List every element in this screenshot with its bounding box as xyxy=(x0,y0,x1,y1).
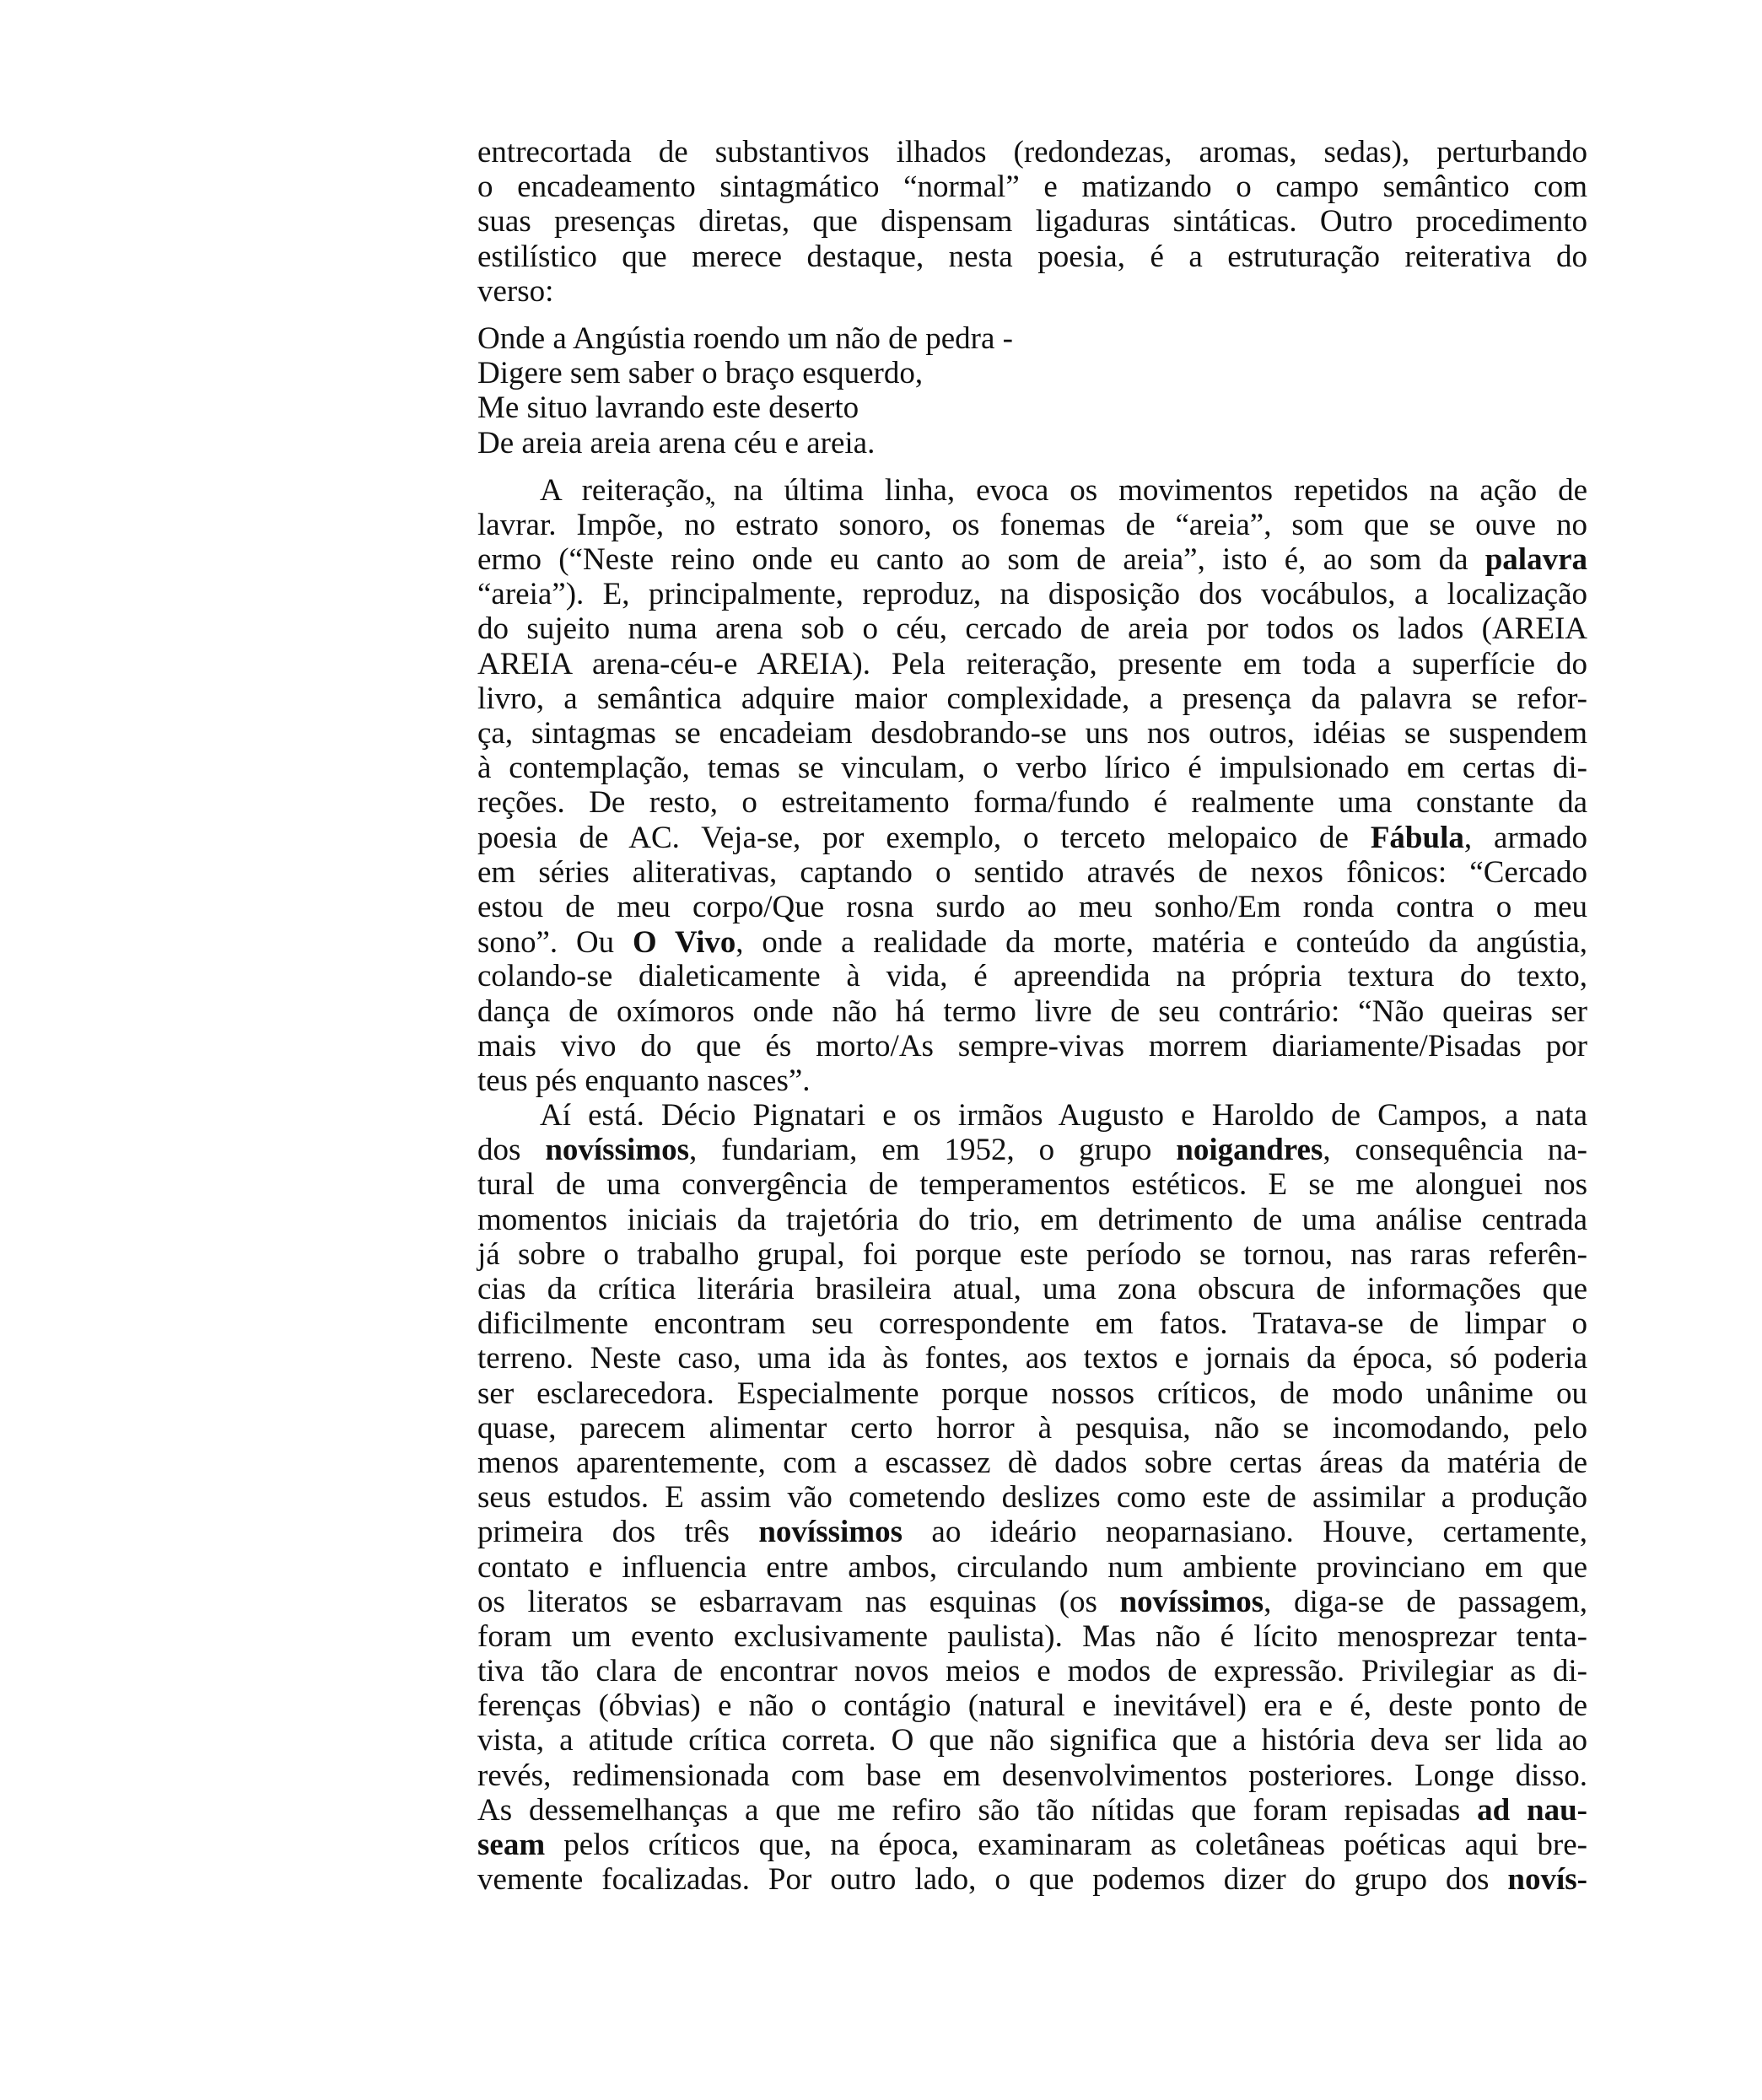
bold-term: novíssimos xyxy=(545,1133,689,1168)
text-line: do sujeito numa arena sob o céu, cercado de areia por todos os lados (AREIA xyxy=(477,611,1587,647)
text-line: já sobre o trabalho grupal, foi porque este período se tornou, nas raras referên- xyxy=(477,1236,1587,1272)
bold-term: novís- xyxy=(1507,1862,1587,1898)
text-line: vista, a atitude crítica correta. O que não significa que a história deva ser lida ao xyxy=(477,1723,1587,1758)
bold-term: palavra xyxy=(1484,542,1587,578)
text-run: os literatos se esbarravam nas esquinas (os xyxy=(477,1584,1120,1619)
text-line: estou de meu corpo/Que rosna surdo ao meu sonho/Em ronda contra o meu xyxy=(477,889,1587,924)
poem-quote xyxy=(477,321,1587,460)
poem-line: Digere sem saber o braço esquerdo, xyxy=(477,356,924,391)
text-line: ça, sintagmas se encadeiam desdobrando-se uns nos outros, idéias se suspendem xyxy=(477,716,1587,751)
text-line xyxy=(477,542,1587,577)
text-line xyxy=(477,1862,1587,1897)
text-run: ermo (“Neste reino onde eu canto ao som de areia”, isto é, ao som da xyxy=(477,542,1485,578)
text-line xyxy=(477,1793,1587,1828)
text-line: menos aparentemente, com a escassez dè dados sobre certas áreas da matéria de xyxy=(477,1445,1587,1480)
text-line: ser esclarecedora. Especialmente porque nossos críticos, de modo unânime ou xyxy=(477,1376,1587,1411)
text-line: A reiteração,̦ na última linha, evoca os movimentos repetidos na ação de xyxy=(540,472,1587,508)
text-run: , fundariam, em 1952, o grupo xyxy=(688,1133,1177,1168)
text-run: ao ideário neoparnasiano. Houve, certamente, xyxy=(903,1515,1587,1550)
text-line: colando-se dialeticamente à vida, é apreendida na própria textura do texto, xyxy=(477,959,1587,994)
text-run: dos xyxy=(477,1133,546,1168)
text-line xyxy=(477,1133,1587,1167)
bold-term: novíssimos xyxy=(758,1515,903,1550)
text-line: momentos iniciais da trajetória do trio, em detrimento de uma análise centrada xyxy=(477,1202,1587,1237)
text-line: AREIA arena-céu-e AREIA). Pela reiteração, presente em toda a superfície do xyxy=(477,646,1587,681)
text-line: dificilmente encontram seu correspondente em fatos. Tratava-se de limpar o xyxy=(477,1306,1587,1342)
text-line: à contemplação, temas se vinculam, o verbo lírico é impulsionado em certas di- xyxy=(477,751,1587,786)
text-line: em séries aliterativas, captando o sentido através de nexos fônicos: “Cercado xyxy=(477,854,1587,890)
text-line: terreno. Neste caso, uma ida às fontes, aos textos e jornais da época, só poderia xyxy=(477,1341,1587,1376)
text-line: o encadeamento sintagmático “normal” e matizando o campo semântico com xyxy=(477,170,1587,205)
text-line xyxy=(477,821,1587,855)
bold-term: novíssimos xyxy=(1119,1584,1264,1619)
text-line xyxy=(477,924,1587,959)
bold-term: O Vivo xyxy=(633,924,736,960)
text-line: verso: xyxy=(477,273,554,309)
page-text xyxy=(477,135,1587,1897)
poem-line: De areia areia arena céu e areia. xyxy=(477,425,876,460)
paragraph-2 xyxy=(477,473,1587,1098)
bold-term: noigandres xyxy=(1176,1133,1323,1168)
text-line: entrecortada de substantivos ilhados (redondezas, aromas, sedas), perturbando xyxy=(477,135,1587,170)
text-run: , armado xyxy=(1463,820,1587,855)
text-line: seus estudos. E assim vão cometendo deslizes como este de assimilar a produção xyxy=(477,1480,1587,1516)
text-line: mais vivo do que és morto/As sempre-vivas morrem diariamente/Pisadas por xyxy=(477,1028,1587,1063)
text-line: lavrar. Impõe, no estrato sonoro, os fonemas de “areia”, som que se ouve no xyxy=(477,507,1587,542)
text-line xyxy=(477,1828,1587,1862)
text-line: quase, parecem alimentar certo horror à pesquisa, não se incomodando, pelo xyxy=(477,1410,1587,1446)
text-line: livro, a semântica adquire maior complexidade, a presença da palavra se refor- xyxy=(477,681,1587,716)
text-run: poesia de AC. Veja-se, por exemplo, o terceto melopaico de xyxy=(477,820,1371,855)
paragraph-3 xyxy=(477,1098,1587,1897)
text-run: , consequência na- xyxy=(1323,1133,1587,1168)
bold-term: ad nau- xyxy=(1477,1792,1587,1828)
text-line: tural de uma convergência de temperamentos estéticos. E se me alonguei nos xyxy=(477,1167,1587,1203)
text-run: vemente focalizadas. Por outro lado, o que podemos dizer do grupo dos xyxy=(477,1862,1508,1898)
text-line: Aí está. Décio Pignatari e os irmãos Augusto e Haroldo de Campos, a nata xyxy=(540,1098,1587,1133)
text-line xyxy=(477,1515,1587,1549)
text-line xyxy=(477,1585,1587,1619)
text-run: primeira dos três xyxy=(477,1515,759,1550)
text-line: ferenças (óbvias) e não o contágio (natural e inevitável) era e é, deste ponto de xyxy=(477,1688,1587,1724)
text-line: cias da crítica literária brasileira atual, uma zona obscura de informações que xyxy=(477,1272,1587,1306)
text-line: teus pés enquanto nasces”. xyxy=(477,1063,811,1098)
text-line: dança de oxímoros onde não há termo livre de seu contrário: “Não queiras ser xyxy=(477,993,1587,1029)
paragraph-1 xyxy=(477,135,1587,309)
text-run: sono”. Ou xyxy=(477,924,633,960)
text-line: foram um evento exclusivamente paulista). Mas não é lícito menosprezar tenta- xyxy=(477,1618,1587,1654)
text-run: , onde a realidade da morte, matéria e conteúdo da angústia, xyxy=(736,924,1587,960)
bold-term: seam xyxy=(477,1828,546,1862)
text-run: , diga-se de passagem, xyxy=(1264,1584,1587,1619)
poem-line: Onde a Angústia roendo um não de pedra - xyxy=(477,320,1013,356)
text-run: pelos críticos que, na época, examinaram as coletâneas poéticas aqui bre- xyxy=(545,1828,1587,1862)
text-line: tiva tão clara de encontrar novos meios e modos de expressão. Privilegiar as di- xyxy=(477,1654,1587,1689)
text-line: reções. De resto, o estreitamento forma/fundo é realmente uma constante da xyxy=(477,785,1587,821)
text-line: estilístico que merece destaque, nesta poesia, é a estruturação reiterativa do xyxy=(477,239,1587,274)
text-run: As dessemelhanças a que me refiro são tão nítidas que foram repisadas xyxy=(477,1792,1478,1828)
bold-term: Fábula xyxy=(1370,820,1464,855)
text-line: revés, redimensionada com base em desenvolvimentos posteriores. Longe disso. xyxy=(477,1758,1587,1793)
text-line: “areia”). E, principalmente, reproduz, na disposição dos vocábulos, a localização xyxy=(477,577,1587,612)
text-line: suas presenças diretas, que dispensam ligaduras sintáticas. Outro procedimento xyxy=(477,204,1587,240)
poem-line: Me situo lavrando este deserto xyxy=(477,390,859,426)
text-line: contato e influencia entre ambos, circulando num ambiente provinciano em que xyxy=(477,1549,1587,1585)
